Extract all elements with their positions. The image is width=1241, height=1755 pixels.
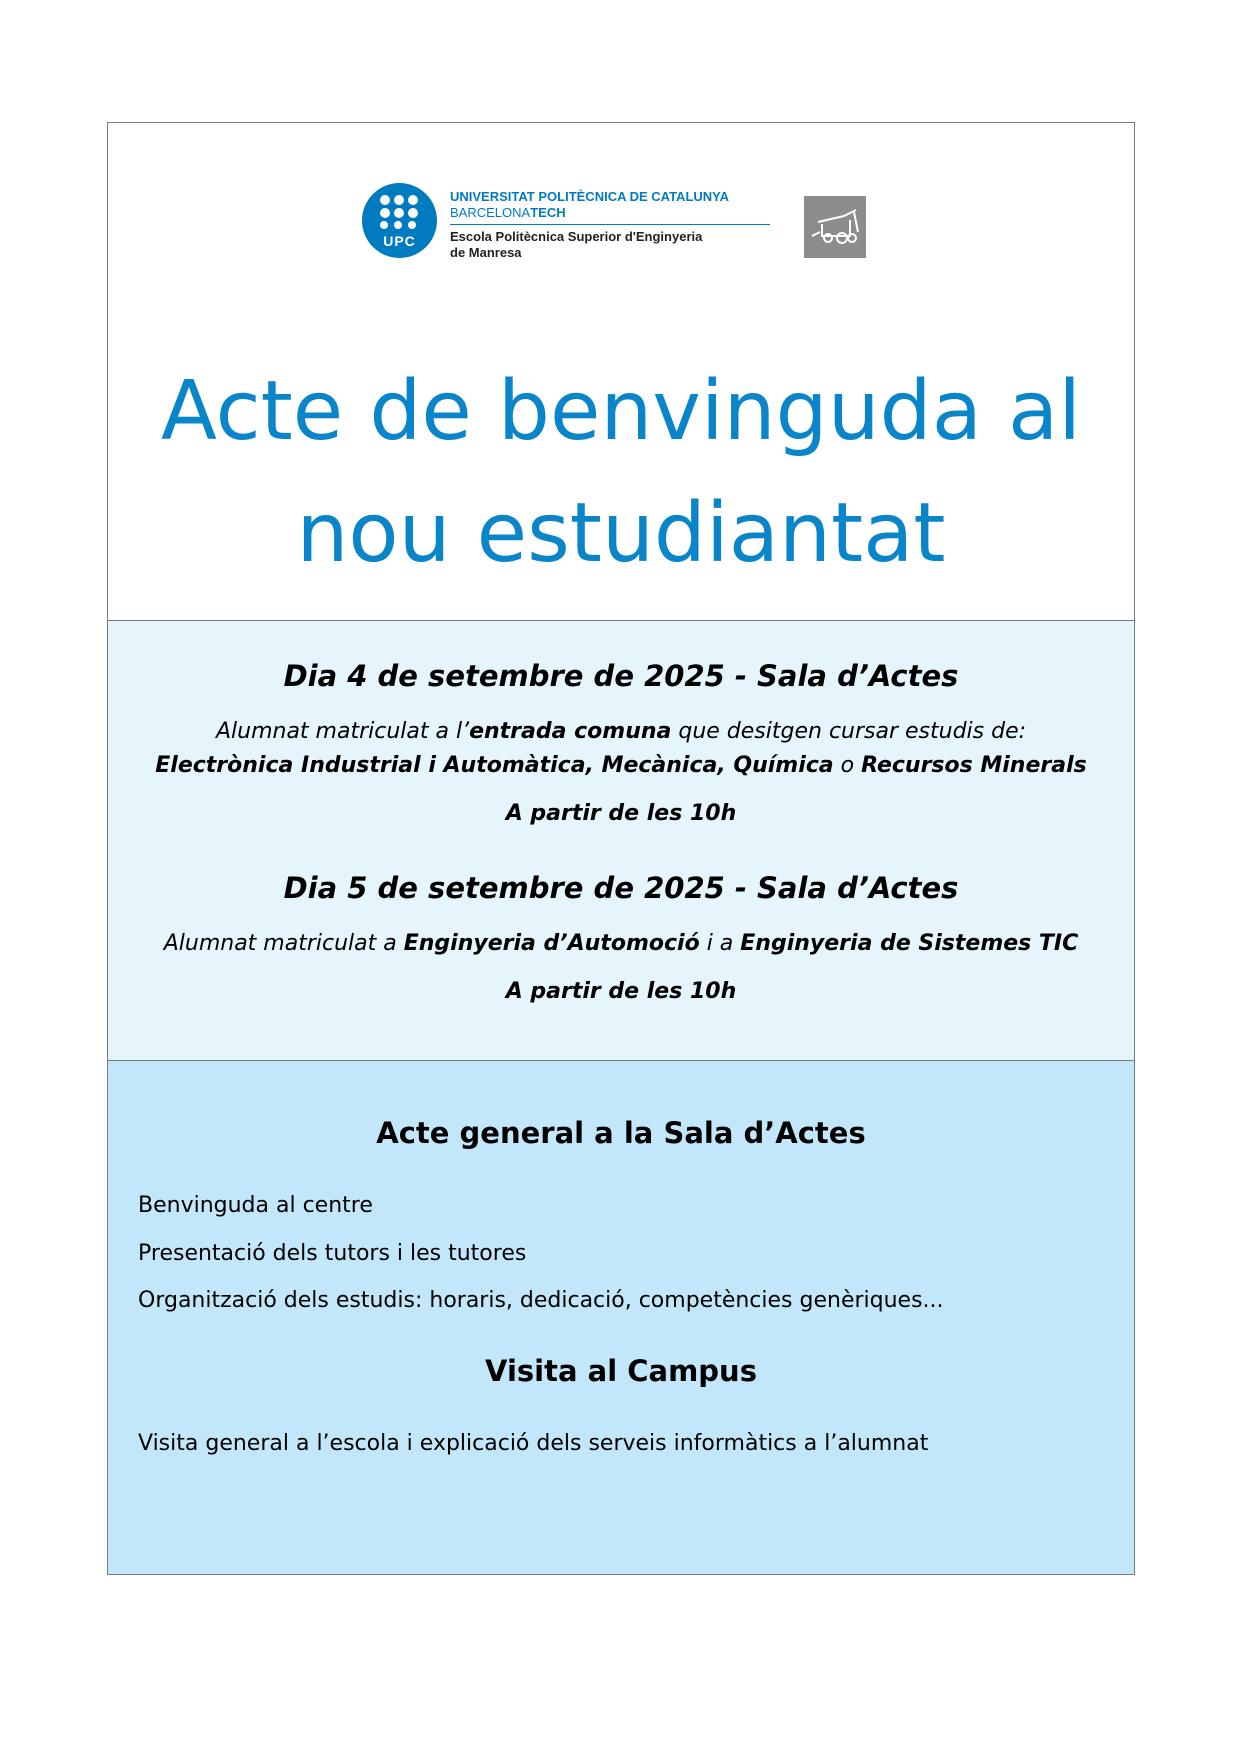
day1-intro: Alumnat matriculat a l’entrada comuna que desitgen cursar estudis de:	[215, 719, 1027, 744]
school-name-line1: Escola Politècnica Superior d'Enginyeria	[450, 229, 703, 244]
page-title	[108, 351, 1134, 595]
general-item: Benvinguda al centre	[138, 1193, 373, 1218]
university-name: UNIVERSITAT POLITÈCNICA DE CATALUNYA	[450, 189, 730, 204]
day1-time: A partir de les 10h	[505, 801, 737, 826]
title-line-2: nou estudiantat	[296, 486, 946, 581]
upc-logo-icon	[362, 183, 437, 258]
logo-divider	[450, 224, 770, 225]
title-line-1: Acte de benvinguda al	[160, 364, 1082, 459]
university-logo-text	[450, 189, 790, 261]
day1-degrees: Electrònica Industrial i Automàtica, Mecànica, Química o Recursos Minerals	[155, 753, 1087, 778]
barcelonatech: BARCELONATECH	[450, 205, 566, 220]
day2-heading: Dia 5 de setembre de 2025 - Sala d’Actes	[283, 871, 959, 905]
campus-heading: Visita al Campus	[485, 1354, 757, 1388]
header-section	[108, 123, 1134, 621]
day2-intro: Alumnat matriculat a Enginyeria d’Automoció i a Enginyeria de Sistemes TIC	[163, 931, 1079, 956]
day2-time: A partir de les 10h	[505, 979, 737, 1004]
general-item: Presentació dels tutors i les tutores	[138, 1241, 527, 1266]
poster-frame	[107, 122, 1135, 1575]
school-name-line2: de Manresa	[450, 245, 522, 260]
campus-item: Visita general a l’escola i explicació dels serveis informàtics a l’alumnat	[138, 1431, 929, 1456]
general-item: Organització dels estudis: horaris, dedicació, competències genèriques...	[138, 1288, 944, 1313]
school-emblem-icon	[804, 196, 866, 258]
dates-section	[108, 621, 1134, 1061]
general-section	[108, 1061, 1134, 1574]
upc-logo-letters: UPC	[383, 233, 416, 249]
general-heading: Acte general a la Sala d’Actes	[376, 1116, 866, 1150]
day1-heading: Dia 4 de setembre de 2025 - Sala d’Actes	[283, 659, 959, 693]
